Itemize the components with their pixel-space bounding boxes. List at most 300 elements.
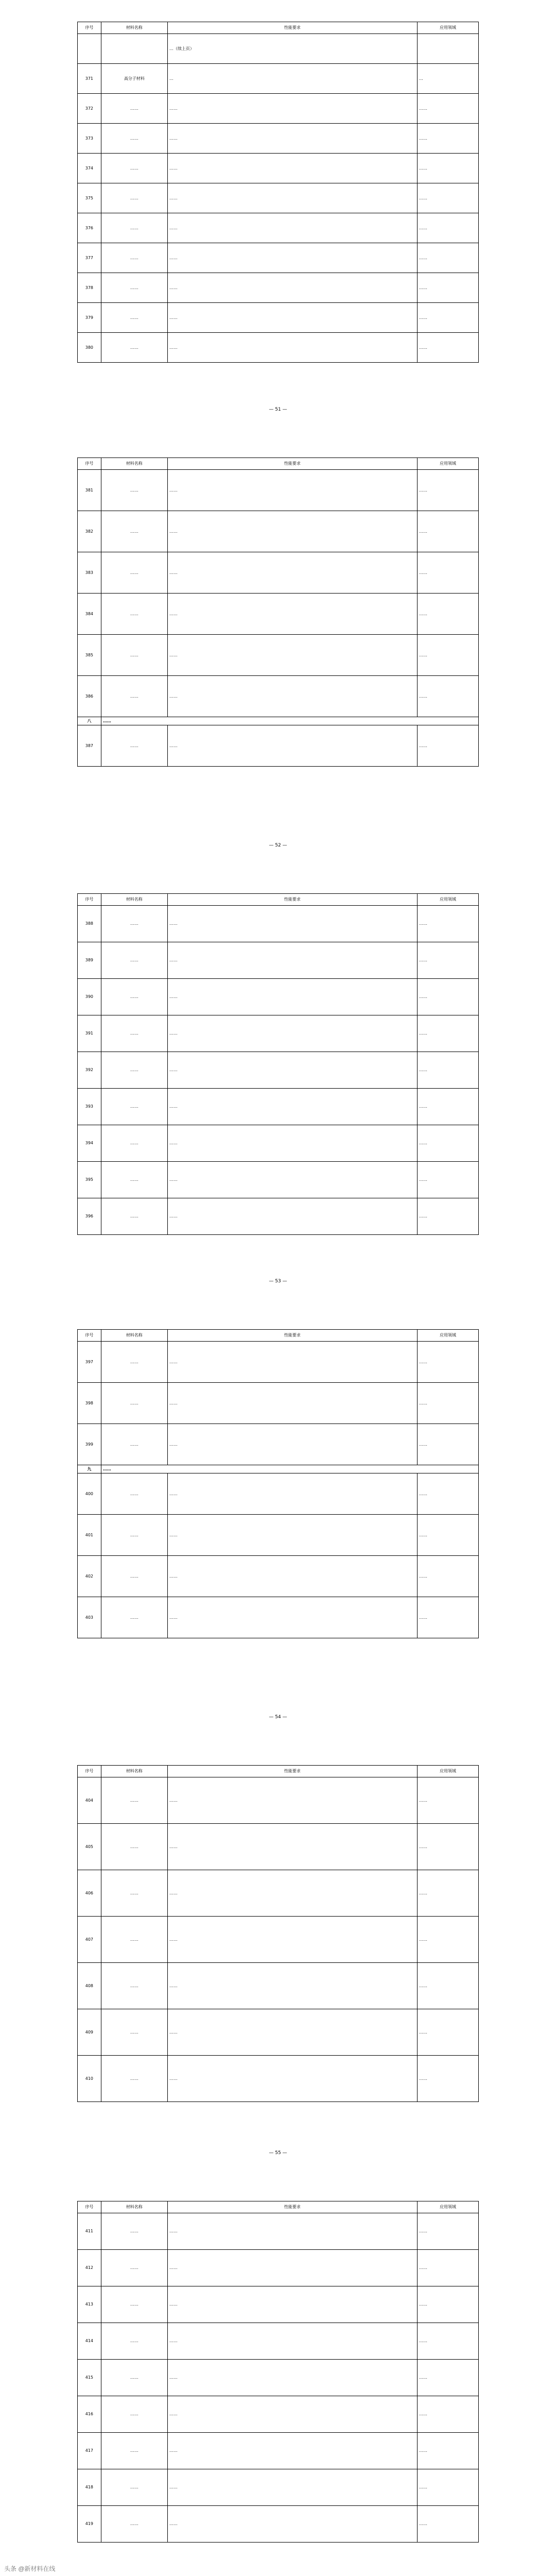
cell-application: …… bbox=[417, 635, 478, 676]
cell-material-name: …… bbox=[101, 183, 167, 213]
cell-material-name: …… bbox=[101, 2250, 167, 2286]
cell-material-name: …… bbox=[101, 243, 167, 273]
cell-material-name: …… bbox=[101, 1162, 167, 1198]
cell-performance: …… bbox=[167, 1015, 417, 1052]
cell-performance: …… bbox=[167, 2506, 417, 2543]
cell-application: …… bbox=[417, 1556, 478, 1597]
cell-application: …… bbox=[417, 2250, 478, 2286]
cell-performance: …… bbox=[167, 552, 417, 594]
cell-application: …… bbox=[417, 1125, 478, 1162]
watermark: 头条 @新材料在线 bbox=[4, 2565, 56, 2572]
cell-performance: …… bbox=[167, 906, 417, 942]
cell-application: …… bbox=[417, 1342, 478, 1383]
cell-material-name: …… bbox=[101, 594, 167, 635]
header-serial: 序号 bbox=[78, 22, 101, 34]
cell-serial: 394 bbox=[78, 1125, 101, 1162]
cell-application: …… bbox=[417, 1597, 478, 1638]
cell-material-name: …… bbox=[101, 942, 167, 979]
cell-performance: …… bbox=[167, 2250, 417, 2286]
cell-material-name: …… bbox=[101, 2009, 167, 2056]
cell-material-name: …… bbox=[101, 979, 167, 1015]
table-row bbox=[78, 906, 479, 942]
cell-material-name: …… bbox=[101, 213, 167, 243]
cell-performance: …… bbox=[167, 470, 417, 511]
cell-material-name: …… bbox=[101, 154, 167, 183]
cell-serial: 418 bbox=[78, 2469, 101, 2506]
table-row bbox=[78, 2323, 479, 2360]
document-page bbox=[0, 436, 556, 872]
table-row bbox=[78, 1162, 479, 1198]
cell-application: …… bbox=[417, 124, 478, 154]
cell-application: …… bbox=[417, 2506, 478, 2543]
header-serial: 序号 bbox=[78, 458, 101, 470]
cell-serial: 397 bbox=[78, 1342, 101, 1383]
cell-material-name: …… bbox=[101, 552, 167, 594]
cell-application: …… bbox=[417, 1089, 478, 1125]
header-performance: 性能要求 bbox=[167, 458, 417, 470]
cell-serial: 417 bbox=[78, 2433, 101, 2469]
cell-application: …… bbox=[417, 303, 478, 333]
cell-application: …… bbox=[417, 2286, 478, 2323]
cell-material-name: …… bbox=[101, 1917, 167, 1963]
materials-table bbox=[77, 2201, 479, 2543]
cell-serial: 413 bbox=[78, 2286, 101, 2323]
cell-serial: 375 bbox=[78, 183, 101, 213]
cell-material-name: …… bbox=[101, 1473, 167, 1515]
header-material-name: 材料名称 bbox=[101, 894, 167, 906]
cell-application: …… bbox=[417, 470, 478, 511]
table-row bbox=[78, 2433, 479, 2469]
table-row bbox=[78, 2250, 479, 2286]
table-row bbox=[78, 303, 479, 333]
cell-serial: 396 bbox=[78, 1198, 101, 1235]
header-serial: 序号 bbox=[78, 894, 101, 906]
cell-material-name bbox=[101, 34, 167, 64]
header-application: 应用领域 bbox=[417, 2201, 478, 2213]
table-row bbox=[78, 2360, 479, 2396]
cell-serial: 383 bbox=[78, 552, 101, 594]
cell-material-name: …… bbox=[101, 273, 167, 303]
cell-performance: …… bbox=[167, 1162, 417, 1198]
header-application: 应用领域 bbox=[417, 458, 478, 470]
cell-serial bbox=[78, 34, 101, 64]
document-page bbox=[0, 1743, 556, 2179]
cell-performance: …… bbox=[167, 1383, 417, 1424]
cell-material-name: …… bbox=[101, 2056, 167, 2102]
table-row bbox=[78, 470, 479, 511]
cell-serial: 374 bbox=[78, 154, 101, 183]
cell-performance: …… bbox=[167, 333, 417, 363]
cell-material-name: …… bbox=[101, 511, 167, 552]
table-row bbox=[78, 594, 479, 635]
cell-performance: …… bbox=[167, 303, 417, 333]
cell-application: …… bbox=[417, 2469, 478, 2506]
table-header-row bbox=[78, 2201, 479, 2213]
cell-material-name: …… bbox=[101, 906, 167, 942]
table-row bbox=[78, 1473, 479, 1515]
cell-performance: …… bbox=[167, 1125, 417, 1162]
header-performance: 性能要求 bbox=[167, 1766, 417, 1777]
cell-performance: …… bbox=[167, 213, 417, 243]
table-row bbox=[78, 2469, 479, 2506]
cell-serial: 406 bbox=[78, 1870, 101, 1917]
header-material-name: 材料名称 bbox=[101, 1766, 167, 1777]
cell-material-name: …… bbox=[101, 2360, 167, 2396]
document-page bbox=[0, 872, 556, 1308]
cell-material-name: …… bbox=[101, 94, 167, 124]
header-application: 应用领域 bbox=[417, 1330, 478, 1342]
table-header-row bbox=[78, 1330, 479, 1342]
materials-table bbox=[77, 1765, 479, 2102]
section-number: 九 bbox=[78, 1465, 101, 1473]
cell-performance: …… bbox=[167, 1342, 417, 1383]
cell-application: …… bbox=[417, 183, 478, 213]
cell-performance: …… bbox=[167, 1198, 417, 1235]
table-row bbox=[78, 34, 479, 64]
cell-application: …… bbox=[417, 979, 478, 1015]
cell-serial: 403 bbox=[78, 1597, 101, 1638]
cell-performance: …… bbox=[167, 979, 417, 1015]
materials-table bbox=[77, 893, 479, 1235]
cell-serial: 395 bbox=[78, 1162, 101, 1198]
cell-serial: 386 bbox=[78, 676, 101, 717]
cell-material-name: …… bbox=[101, 676, 167, 717]
cell-serial: 399 bbox=[78, 1424, 101, 1465]
cell-material-name: …… bbox=[101, 1052, 167, 1089]
table-row bbox=[78, 1777, 479, 1824]
section-title: …… bbox=[101, 717, 478, 725]
cell-application: …… bbox=[417, 1824, 478, 1870]
cell-material-name: …… bbox=[101, 2506, 167, 2543]
cell-application: …… bbox=[417, 1015, 478, 1052]
cell-material-name: …… bbox=[101, 2433, 167, 2469]
cell-serial: 402 bbox=[78, 1556, 101, 1597]
cell-material-name: 高分子材料 bbox=[101, 64, 167, 94]
cell-application: …… bbox=[417, 552, 478, 594]
table-row bbox=[78, 1870, 479, 1917]
table-row bbox=[78, 725, 479, 767]
header-application: 应用领域 bbox=[417, 894, 478, 906]
table-row bbox=[78, 2396, 479, 2433]
cell-serial: 384 bbox=[78, 594, 101, 635]
cell-application: …… bbox=[417, 243, 478, 273]
header-performance: 性能要求 bbox=[167, 1330, 417, 1342]
header-performance: 性能要求 bbox=[167, 894, 417, 906]
table-row bbox=[78, 1963, 479, 2009]
header-material-name: 材料名称 bbox=[101, 458, 167, 470]
cell-serial: 382 bbox=[78, 511, 101, 552]
page-number: — 52 — bbox=[269, 843, 287, 848]
table-header-row bbox=[78, 1766, 479, 1777]
cell-performance: …… bbox=[167, 2213, 417, 2250]
cell-material-name: …… bbox=[101, 1015, 167, 1052]
cell-application: …… bbox=[417, 2433, 478, 2469]
cell-performance: …… bbox=[167, 1515, 417, 1556]
cell-serial: 378 bbox=[78, 273, 101, 303]
cell-application: …… bbox=[417, 511, 478, 552]
cell-serial: 387 bbox=[78, 725, 101, 767]
cell-application: …… bbox=[417, 2056, 478, 2102]
cell-application: …… bbox=[417, 2360, 478, 2396]
cell-performance: …… bbox=[167, 1424, 417, 1465]
cell-application: …… bbox=[417, 1917, 478, 1963]
cell-application: …… bbox=[417, 2323, 478, 2360]
cell-application: …… bbox=[417, 1424, 478, 1465]
cell-serial: 410 bbox=[78, 2056, 101, 2102]
cell-serial: 414 bbox=[78, 2323, 101, 2360]
cell-material-name: …… bbox=[101, 1597, 167, 1638]
cell-performance: …… bbox=[167, 1597, 417, 1638]
cell-serial: 393 bbox=[78, 1089, 101, 1125]
cell-serial: 376 bbox=[78, 213, 101, 243]
cell-serial: 373 bbox=[78, 124, 101, 154]
cell-performance: …… bbox=[167, 154, 417, 183]
cell-material-name: …… bbox=[101, 2323, 167, 2360]
cell-performance: …… bbox=[167, 1089, 417, 1125]
cell-serial: 400 bbox=[78, 1473, 101, 1515]
table-row bbox=[78, 942, 479, 979]
table-row bbox=[78, 1342, 479, 1383]
cell-performance: …… bbox=[167, 676, 417, 717]
cell-serial: 404 bbox=[78, 1777, 101, 1824]
cell-material-name: …… bbox=[101, 1824, 167, 1870]
cell-material-name: …… bbox=[101, 2469, 167, 2506]
table-row bbox=[78, 552, 479, 594]
cell-serial: 409 bbox=[78, 2009, 101, 2056]
table-row bbox=[78, 2056, 479, 2102]
cell-application: …… bbox=[417, 2213, 478, 2250]
page-number: — 55 — bbox=[269, 2150, 287, 2156]
section-row bbox=[78, 1465, 479, 1473]
document-page bbox=[0, 1308, 556, 1743]
cell-serial: 388 bbox=[78, 906, 101, 942]
cell-performance: …… bbox=[167, 594, 417, 635]
materials-table bbox=[77, 22, 479, 363]
cell-serial: 391 bbox=[78, 1015, 101, 1052]
cell-application: …… bbox=[417, 1473, 478, 1515]
cell-serial: 371 bbox=[78, 64, 101, 94]
cell-performance: …… bbox=[167, 1917, 417, 1963]
cell-serial: 401 bbox=[78, 1515, 101, 1556]
cell-performance: …… bbox=[167, 243, 417, 273]
table-row bbox=[78, 1125, 479, 1162]
table-row bbox=[78, 94, 479, 124]
cell-application: …… bbox=[417, 154, 478, 183]
cell-serial: 398 bbox=[78, 1383, 101, 1424]
cell-performance: …… bbox=[167, 273, 417, 303]
table-row bbox=[78, 979, 479, 1015]
cell-performance: …… bbox=[167, 511, 417, 552]
table-row bbox=[78, 1424, 479, 1465]
cell-application: …… bbox=[417, 725, 478, 767]
table-row bbox=[78, 333, 479, 363]
header-material-name: 材料名称 bbox=[101, 2201, 167, 2213]
table-row bbox=[78, 1515, 479, 1556]
cell-performance: …… bbox=[167, 635, 417, 676]
cell-performance: …… bbox=[167, 124, 417, 154]
cell-material-name: …… bbox=[101, 1777, 167, 1824]
cell-material-name: …… bbox=[101, 1870, 167, 1917]
cell-serial: 385 bbox=[78, 635, 101, 676]
cell-application: …… bbox=[417, 676, 478, 717]
cell-serial: 405 bbox=[78, 1824, 101, 1870]
header-performance: 性能要求 bbox=[167, 22, 417, 34]
cell-serial: 415 bbox=[78, 2360, 101, 2396]
cell-application: …… bbox=[417, 333, 478, 363]
cell-performance: …… bbox=[167, 183, 417, 213]
cell-material-name: …… bbox=[101, 2213, 167, 2250]
cell-serial: 416 bbox=[78, 2396, 101, 2433]
cell-application: …… bbox=[417, 1870, 478, 1917]
cell-performance: …… bbox=[167, 2009, 417, 2056]
section-number: 八 bbox=[78, 717, 101, 725]
cell-performance: … bbox=[167, 64, 417, 94]
cell-application: …… bbox=[417, 942, 478, 979]
cell-application: …… bbox=[417, 1777, 478, 1824]
cell-performance: …… bbox=[167, 942, 417, 979]
cell-application: …… bbox=[417, 1198, 478, 1235]
cell-performance: …… bbox=[167, 1052, 417, 1089]
cell-performance: …… bbox=[167, 1556, 417, 1597]
table-header-row bbox=[78, 894, 479, 906]
table-row bbox=[78, 635, 479, 676]
table-row bbox=[78, 1556, 479, 1597]
cell-serial: 389 bbox=[78, 942, 101, 979]
cell-material-name: …… bbox=[101, 1383, 167, 1424]
materials-table bbox=[77, 1329, 479, 1638]
cell-serial: 392 bbox=[78, 1052, 101, 1089]
cell-material-name: …… bbox=[101, 2396, 167, 2433]
cell-application: …… bbox=[417, 1515, 478, 1556]
cell-application: …… bbox=[417, 2009, 478, 2056]
cell-serial: 390 bbox=[78, 979, 101, 1015]
cell-performance: …… bbox=[167, 1824, 417, 1870]
cell-material-name: …… bbox=[101, 303, 167, 333]
cell-material-name: …… bbox=[101, 1515, 167, 1556]
cell-material-name: …… bbox=[101, 725, 167, 767]
cell-application: …… bbox=[417, 1052, 478, 1089]
cell-application: …… bbox=[417, 594, 478, 635]
cell-serial: 377 bbox=[78, 243, 101, 273]
cell-material-name: …… bbox=[101, 1424, 167, 1465]
table-row bbox=[78, 1597, 479, 1638]
header-serial: 序号 bbox=[78, 1330, 101, 1342]
header-performance: 性能要求 bbox=[167, 2201, 417, 2213]
cell-performance: …… bbox=[167, 94, 417, 124]
table-row bbox=[78, 676, 479, 717]
cell-serial: 372 bbox=[78, 94, 101, 124]
cell-serial: 407 bbox=[78, 1917, 101, 1963]
cell-material-name: …… bbox=[101, 333, 167, 363]
table-row bbox=[78, 273, 479, 303]
table-row bbox=[78, 154, 479, 183]
cell-performance: …… bbox=[167, 725, 417, 767]
cell-material-name: …… bbox=[101, 1198, 167, 1235]
cell-performance: …（续上页） bbox=[167, 34, 417, 64]
table-header-row bbox=[78, 458, 479, 470]
table-row bbox=[78, 2213, 479, 2250]
cell-material-name: …… bbox=[101, 635, 167, 676]
table-row bbox=[78, 2506, 479, 2543]
document-page bbox=[0, 0, 556, 436]
header-serial: 序号 bbox=[78, 2201, 101, 2213]
cell-application: … bbox=[417, 64, 478, 94]
cell-serial: 381 bbox=[78, 470, 101, 511]
table-row bbox=[78, 1015, 479, 1052]
cell-serial: 412 bbox=[78, 2250, 101, 2286]
table-row bbox=[78, 243, 479, 273]
cell-application: …… bbox=[417, 1162, 478, 1198]
cell-application: …… bbox=[417, 2396, 478, 2433]
cell-material-name: …… bbox=[101, 1125, 167, 1162]
cell-material-name: …… bbox=[101, 1963, 167, 2009]
table-row bbox=[78, 2009, 479, 2056]
cell-serial: 408 bbox=[78, 1963, 101, 2009]
cell-material-name: …… bbox=[101, 1342, 167, 1383]
section-title: …… bbox=[101, 1465, 478, 1473]
cell-performance: …… bbox=[167, 2396, 417, 2433]
header-application: 应用领域 bbox=[417, 22, 478, 34]
table-row bbox=[78, 64, 479, 94]
table-row bbox=[78, 1198, 479, 1235]
table-row bbox=[78, 1089, 479, 1125]
table-row bbox=[78, 511, 479, 552]
table-header-row bbox=[78, 22, 479, 34]
cell-serial: 379 bbox=[78, 303, 101, 333]
table-row bbox=[78, 183, 479, 213]
header-material-name: 材料名称 bbox=[101, 22, 167, 34]
cell-application: …… bbox=[417, 213, 478, 243]
cell-application: …… bbox=[417, 1383, 478, 1424]
table-row bbox=[78, 1383, 479, 1424]
header-application: 应用领域 bbox=[417, 1766, 478, 1777]
cell-performance: …… bbox=[167, 1473, 417, 1515]
section-row bbox=[78, 717, 479, 725]
cell-material-name: …… bbox=[101, 2286, 167, 2323]
table-row bbox=[78, 124, 479, 154]
cell-application: …… bbox=[417, 906, 478, 942]
cell-material-name: …… bbox=[101, 1089, 167, 1125]
cell-performance: …… bbox=[167, 1963, 417, 2009]
cell-application: …… bbox=[417, 273, 478, 303]
cell-serial: 419 bbox=[78, 2506, 101, 2543]
cell-performance: …… bbox=[167, 1870, 417, 1917]
cell-serial: 380 bbox=[78, 333, 101, 363]
cell-material-name: …… bbox=[101, 470, 167, 511]
table-row bbox=[78, 1917, 479, 1963]
cell-material-name: …… bbox=[101, 1556, 167, 1597]
document-page bbox=[0, 2179, 556, 2576]
table-row bbox=[78, 2286, 479, 2323]
cell-performance: …… bbox=[167, 2433, 417, 2469]
page-number: — 53 — bbox=[269, 1279, 287, 1284]
cell-performance: …… bbox=[167, 2469, 417, 2506]
page-number: — 51 — bbox=[269, 407, 287, 412]
cell-application: …… bbox=[417, 1963, 478, 2009]
header-material-name: 材料名称 bbox=[101, 1330, 167, 1342]
cell-performance: …… bbox=[167, 2360, 417, 2396]
materials-table bbox=[77, 457, 479, 767]
cell-application: …… bbox=[417, 94, 478, 124]
cell-performance: …… bbox=[167, 2286, 417, 2323]
header-serial: 序号 bbox=[78, 1766, 101, 1777]
cell-application bbox=[417, 34, 478, 64]
cell-performance: …… bbox=[167, 2056, 417, 2102]
cell-performance: …… bbox=[167, 2323, 417, 2360]
table-row bbox=[78, 213, 479, 243]
table-row bbox=[78, 1824, 479, 1870]
page-number: — 54 — bbox=[269, 1715, 287, 1720]
